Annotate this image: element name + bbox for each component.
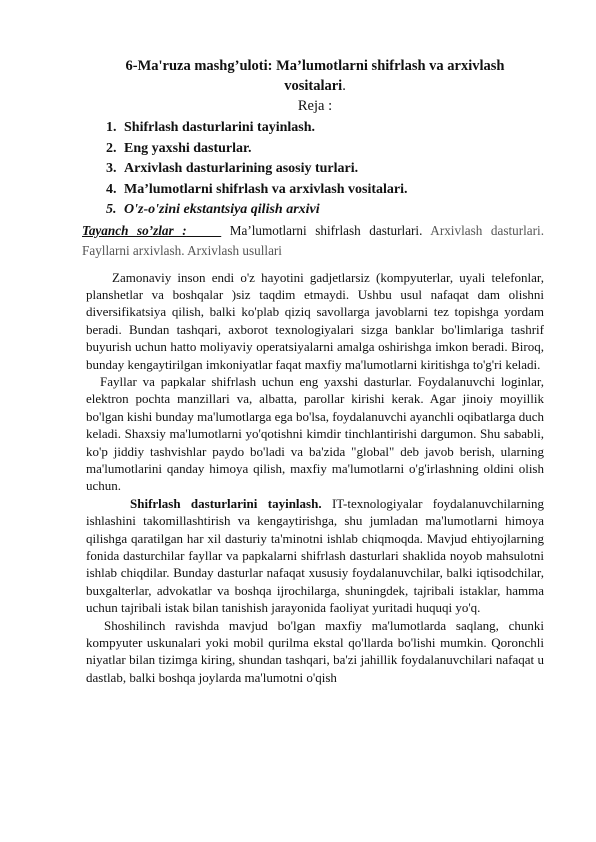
plan-item: 2. Eng yaxshi dasturlar. — [120, 139, 544, 160]
paragraph-2: Fayllar va papkalar shifrlash uchun eng yaxshi dasturlar. Foydalanuvchi loginlar, elektron pochta manzillari va, albatta, parollar kirishi kerak. Agar jinoiy moyillik bo'lgan kishi bunday ma'lumotlarga ega bo'lsa, foydalanuvchi ayanchli oqibatlarga duch keladi. Shaxsiy ma'lumotlarni yo'qotishni kimdir tinchlantirishi dargumon. Shu sababli, ko'p jiddiy tashvishlar paydo bo'ladi va ba'zida "global" deb javob berish, ularning ma'lumotlarini qanday himoya qilish, maxfiy ma'lumotlarni o'g'irlashning oldini olish uchun. — [86, 373, 544, 494]
plan-heading: Reja : — [297, 98, 333, 114]
plan-item: 3. Arxivlash dasturlarining asosiy turlari. — [120, 159, 544, 180]
keywords-text-2: Arxivlash dasturlari. — [430, 222, 545, 238]
paragraph-4: Shoshilinch ravishda mavjud bo'lgan maxfiy ma'lumotlarda saqlang, chunki kompyuter uskunalari yoki mobil qurilma ekstal qo'llarda bo'lishi mumkin. Qoronchli niyatlar bilan tizimga kiring, shundan tashqari, ba'zi jahillik foydalanuvchilari nafaqat u dastlab, balki boshqa joylarda ma'lumotni o'qish — [86, 617, 544, 685]
title-line-2-tail: . — [342, 78, 346, 94]
paragraph-3-heading: Shifrlash dasturlarini tayinlash. — [130, 495, 322, 511]
keywords-text-1: Ma’lumotlarni shifrlash dasturlari. — [229, 222, 423, 238]
plan-item: 1. Shifrlash dasturlarini tayinlash. — [120, 118, 544, 139]
plan-item: 5. O'z-o'zini ekstantsiya qilish arxivi — [120, 200, 544, 221]
paragraph-3 — [86, 495, 544, 617]
title-line-2-bold: vositalari — [284, 78, 343, 94]
title-line-1: 6-Ma'ruza mashg’uloti: Ma’lumotlarni shifrlash va arxivlash — [125, 58, 505, 74]
title-line-2 — [86, 76, 544, 96]
plan-item: 4. Ma’lumotlarni shifrlash va arxivlash vositalari. — [120, 180, 544, 201]
lecture-title — [86, 56, 544, 96]
paragraph-3-text: IT-texnologiyalar foydalanuvchilarning ishlashini takomillashtirish va kengaytirishga, shu jumladan ma'lumotlarni himoya qilishga qaratilgan har xil dasturiy ta'minotni ishlab chiqmoqda. Mavjud ehtiyojlarning fonida dasturchilar fayllar va papkalarni shifrlash dasturlari shaklida noyob mahsulotni ishlab chiqdilar. Bunday dasturlar nafaqat xususiy foydalanuvchilar, balki iqtisodchilar, buxgalterlar, advokatlar va boshqa ijrochilarga, shuningdek, tajribali istaklar, hamma uchun tajribali istak bilan tanishish jarayonida faoliyat yuritadi huquqi yo'q. — [86, 495, 544, 616]
paragraph-1: Zamonaviy inson endi o'z hayotini gadjetlarsiz (kompyuterlar, uyali telefonlar, planshetlar va boshqalar )siz taqdim etmaydi. Ushbu usul nafaqat dam olishni diversifikatsiya qilish, balki ko'plab qiziq savollarga javoblarni tez topishga yordam beradi. Bundan tashqari, axborot texnologiyalari sizga banklar bo'limlariga tashrif buyurish uchun hatto moliyaviy operatsiyalarni amalga oshirishga imkon beradi. Biroq, bunday kengaytirilgan imkoniyatlar faqat maxfiy ma'lumotlarni kiritishga to'g'ri keladi. — [86, 269, 544, 372]
keywords-line-2: Fayllarni arxivlash. Arxivlash usullari — [82, 242, 282, 258]
keywords-label: Tayanch so’zlar : — [82, 222, 187, 238]
plan-list — [86, 118, 544, 221]
keywords-line — [82, 221, 544, 241]
